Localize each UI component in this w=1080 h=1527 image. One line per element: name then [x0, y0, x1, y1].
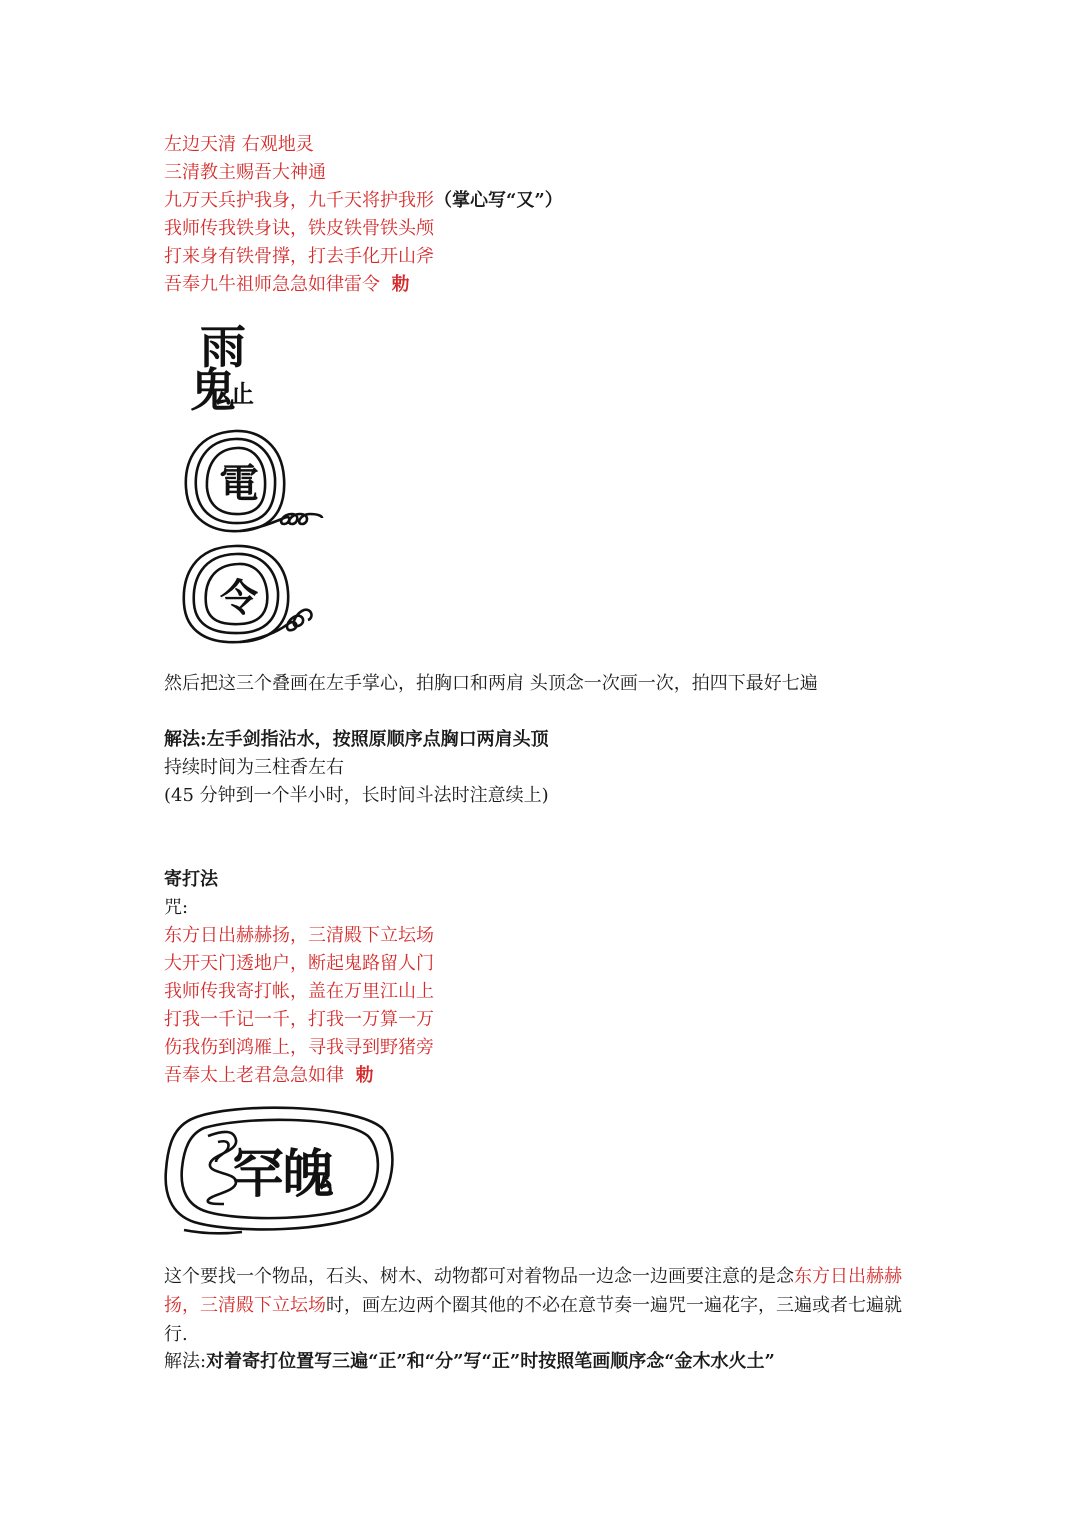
release-text: 左手剑指沾水，按照原顺序点胸口两肩头顶	[206, 729, 549, 750]
section-title: 寄打法	[164, 869, 218, 890]
talisman-oval-drawing	[164, 1100, 404, 1240]
chi-character-2: 勅	[355, 1065, 374, 1086]
duration-note: (45 分钟到一个半小时，长时间斗法时注意续上)	[164, 785, 549, 806]
chant-line-3	[164, 187, 563, 215]
chant-line-3-text: 九万天兵护我身，九千天将护我形	[164, 190, 434, 211]
description-paragraph	[164, 1262, 924, 1349]
chant2-line-5: 伤我伤到鸿雁上，寻我寻到野猪旁	[164, 1037, 434, 1058]
talisman-char-thunder: 電	[219, 460, 259, 507]
chant2-line-4: 打我一千记一千，打我一万算一万	[164, 1009, 434, 1030]
release-label: 解法:	[164, 729, 207, 750]
talisman-char-ghost: 鬼	[190, 363, 236, 417]
zhou-label: 咒:	[164, 897, 189, 918]
description-highlight: 东方日出赫赫扬，三清殿下立坛场	[164, 1266, 902, 1316]
chant-line-6-text: 吾奉九牛祖师急急如律雷令	[164, 274, 380, 295]
description-part-2: 时，画左边两个圈其他的不必在意节奏一遍咒一遍花字，三遍或者七遍就行.	[164, 1295, 902, 1345]
talisman-char-command: 令	[220, 575, 259, 620]
talisman-char-po: 魄	[282, 1144, 335, 1205]
chant-line-5: 打来身有铁骨撑，打去手化开山斧	[164, 246, 434, 267]
talisman-char-stop: 止	[230, 379, 254, 408]
chant-line-1: 左边天清 右观地灵	[164, 134, 314, 155]
chi-character: 勅	[391, 274, 410, 295]
release-method	[164, 726, 549, 754]
chant2-line-2: 大开天门透地户，断起鬼路留人门	[164, 953, 434, 974]
chant2-line-1: 东方日出赫赫扬，三清殿下立坛场	[164, 925, 434, 946]
release-method-2	[164, 1348, 775, 1376]
palm-note: （掌心写“又”）	[434, 190, 563, 211]
chant2-line-3: 我师传我寄打帐，盖在万里江山上	[164, 981, 434, 1002]
chant2-line-6-text: 吾奉太上老君急急如律	[164, 1065, 344, 1086]
instruction-text: 然后把这三个叠画在左手掌心，拍胸口和两肩 头顶念一次画一次，拍四下最好七遍	[164, 673, 818, 694]
talisman-char-rain: 雨	[200, 320, 246, 374]
description-part-1: 这个要找一个物品，石头、树木、动物都可对着物品一边念一边画要注意的是念	[164, 1266, 794, 1287]
release-label-2: 解法:	[164, 1351, 207, 1372]
chant-line-2: 三清教主赐吾大神通	[164, 162, 326, 183]
talisman-char-han: 罕	[232, 1144, 285, 1205]
chant-line-6	[164, 271, 409, 299]
chant-line-4: 我师传我铁身诀，铁皮铁骨铁头颅	[164, 218, 434, 239]
chant2-line-6	[164, 1062, 373, 1090]
duration-text: 持续时间为三柱香左右	[164, 757, 344, 778]
talisman-stack-drawing	[180, 318, 330, 648]
release-text-2: 对着寄打位置写三遍“正”和“分”写“正”时按照笔画顺序念“金木水火土”	[206, 1351, 775, 1372]
